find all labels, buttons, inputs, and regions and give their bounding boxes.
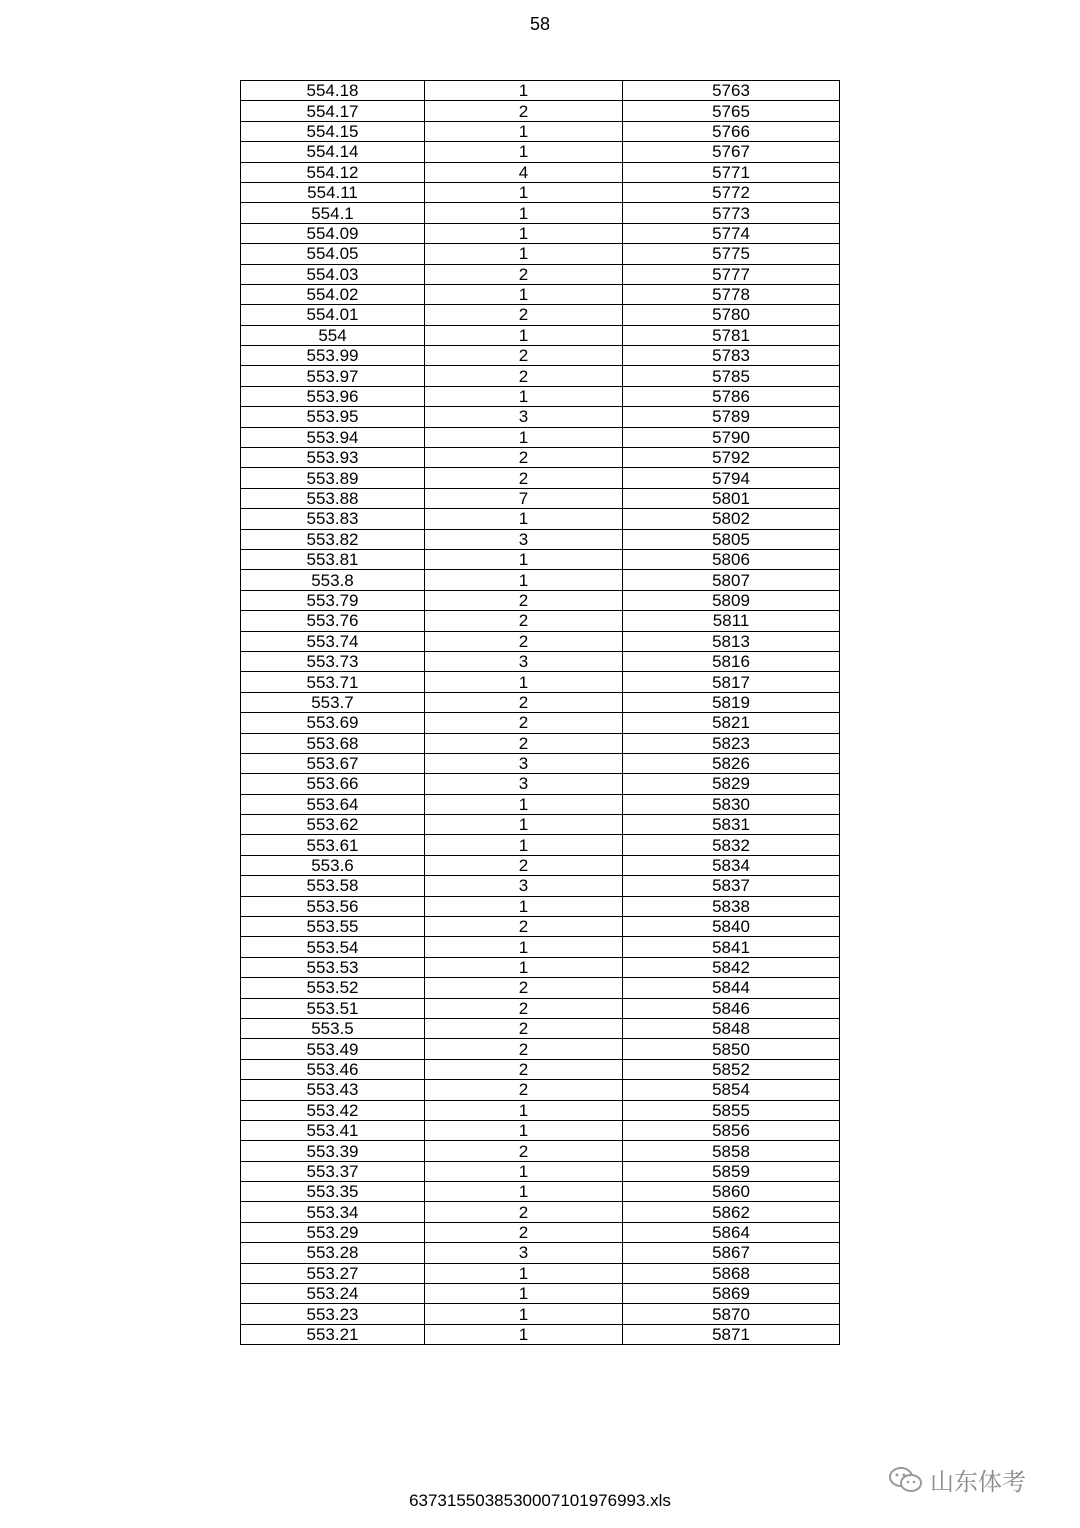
cumulative-cell: 5864 bbox=[623, 1222, 840, 1242]
table-row bbox=[241, 733, 840, 753]
table-row bbox=[241, 101, 840, 121]
table-row bbox=[241, 876, 840, 896]
score-cell: 553.35 bbox=[241, 1182, 425, 1202]
count-cell: 1 bbox=[425, 509, 623, 529]
score-cell: 554.14 bbox=[241, 142, 425, 162]
table-row bbox=[241, 264, 840, 284]
count-cell: 1 bbox=[425, 81, 623, 101]
score-cell: 553.67 bbox=[241, 753, 425, 773]
cumulative-cell: 5830 bbox=[623, 794, 840, 814]
cumulative-cell: 5819 bbox=[623, 692, 840, 712]
score-cell: 553.8 bbox=[241, 570, 425, 590]
score-cell: 553.64 bbox=[241, 794, 425, 814]
table-row bbox=[241, 651, 840, 671]
count-cell: 3 bbox=[425, 1243, 623, 1263]
score-cell: 553.29 bbox=[241, 1222, 425, 1242]
cumulative-cell: 5802 bbox=[623, 509, 840, 529]
count-cell: 2 bbox=[425, 346, 623, 366]
table-row bbox=[241, 366, 840, 386]
table-row bbox=[241, 1304, 840, 1324]
cumulative-cell: 5773 bbox=[623, 203, 840, 223]
table-row bbox=[241, 937, 840, 957]
count-cell: 2 bbox=[425, 1039, 623, 1059]
table-body bbox=[241, 81, 840, 1345]
count-cell: 2 bbox=[425, 998, 623, 1018]
table-row bbox=[241, 978, 840, 998]
score-cell: 553.56 bbox=[241, 896, 425, 916]
table-row bbox=[241, 468, 840, 488]
cumulative-cell: 5813 bbox=[623, 631, 840, 651]
table-row bbox=[241, 1284, 840, 1304]
score-cell: 554.09 bbox=[241, 223, 425, 243]
count-cell: 1 bbox=[425, 142, 623, 162]
table-row bbox=[241, 509, 840, 529]
table-row bbox=[241, 672, 840, 692]
cumulative-cell: 5794 bbox=[623, 468, 840, 488]
cumulative-cell: 5786 bbox=[623, 386, 840, 406]
watermark bbox=[888, 1462, 1026, 1497]
score-cell: 554.05 bbox=[241, 244, 425, 264]
score-cell: 553.5 bbox=[241, 1018, 425, 1038]
count-cell: 2 bbox=[425, 1080, 623, 1100]
score-cell: 553.89 bbox=[241, 468, 425, 488]
cumulative-cell: 5842 bbox=[623, 957, 840, 977]
score-cell: 554.03 bbox=[241, 264, 425, 284]
cumulative-cell: 5821 bbox=[623, 713, 840, 733]
count-cell: 2 bbox=[425, 101, 623, 121]
score-cell: 553.7 bbox=[241, 692, 425, 712]
score-cell: 553.34 bbox=[241, 1202, 425, 1222]
cumulative-cell: 5834 bbox=[623, 855, 840, 875]
count-cell: 1 bbox=[425, 549, 623, 569]
cumulative-cell: 5790 bbox=[623, 427, 840, 447]
cumulative-cell: 5777 bbox=[623, 264, 840, 284]
cumulative-cell: 5789 bbox=[623, 407, 840, 427]
cumulative-cell: 5848 bbox=[623, 1018, 840, 1038]
count-cell: 1 bbox=[425, 835, 623, 855]
count-cell: 2 bbox=[425, 692, 623, 712]
table-row bbox=[241, 1100, 840, 1120]
score-cell: 553.58 bbox=[241, 876, 425, 896]
table-row bbox=[241, 1039, 840, 1059]
cumulative-cell: 5850 bbox=[623, 1039, 840, 1059]
table-row bbox=[241, 1222, 840, 1242]
table-row bbox=[241, 182, 840, 202]
count-cell: 3 bbox=[425, 753, 623, 773]
count-cell: 1 bbox=[425, 937, 623, 957]
cumulative-cell: 5860 bbox=[623, 1182, 840, 1202]
table-row bbox=[241, 835, 840, 855]
cumulative-cell: 5832 bbox=[623, 835, 840, 855]
count-cell: 2 bbox=[425, 733, 623, 753]
score-cell: 553.68 bbox=[241, 733, 425, 753]
table-row bbox=[241, 1018, 840, 1038]
table-row bbox=[241, 427, 840, 447]
cumulative-cell: 5837 bbox=[623, 876, 840, 896]
count-cell: 1 bbox=[425, 794, 623, 814]
cumulative-cell: 5854 bbox=[623, 1080, 840, 1100]
count-cell: 2 bbox=[425, 1059, 623, 1079]
cumulative-cell: 5841 bbox=[623, 937, 840, 957]
table-row bbox=[241, 284, 840, 304]
score-cell: 553.82 bbox=[241, 529, 425, 549]
table-row bbox=[241, 223, 840, 243]
count-cell: 3 bbox=[425, 876, 623, 896]
cumulative-cell: 5831 bbox=[623, 815, 840, 835]
table-row bbox=[241, 549, 840, 569]
table-row bbox=[241, 1324, 840, 1344]
score-cell: 553.76 bbox=[241, 611, 425, 631]
table-row bbox=[241, 1120, 840, 1140]
cumulative-cell: 5858 bbox=[623, 1141, 840, 1161]
score-cell: 553.55 bbox=[241, 917, 425, 937]
count-cell: 2 bbox=[425, 305, 623, 325]
score-cell: 554 bbox=[241, 325, 425, 345]
table-row bbox=[241, 488, 840, 508]
score-cell: 553.27 bbox=[241, 1263, 425, 1283]
cumulative-cell: 5772 bbox=[623, 182, 840, 202]
score-cell: 553.42 bbox=[241, 1100, 425, 1120]
score-cell: 553.73 bbox=[241, 651, 425, 671]
table-row bbox=[241, 896, 840, 916]
count-cell: 1 bbox=[425, 203, 623, 223]
count-cell: 2 bbox=[425, 713, 623, 733]
table-row bbox=[241, 1182, 840, 1202]
cumulative-cell: 5783 bbox=[623, 346, 840, 366]
cumulative-cell: 5844 bbox=[623, 978, 840, 998]
count-cell: 2 bbox=[425, 1141, 623, 1161]
cumulative-cell: 5775 bbox=[623, 244, 840, 264]
count-cell: 1 bbox=[425, 1100, 623, 1120]
cumulative-cell: 5807 bbox=[623, 570, 840, 590]
table-row bbox=[241, 81, 840, 101]
score-cell: 554.02 bbox=[241, 284, 425, 304]
cumulative-cell: 5852 bbox=[623, 1059, 840, 1079]
count-cell: 1 bbox=[425, 957, 623, 977]
score-cell: 553.79 bbox=[241, 590, 425, 610]
cumulative-cell: 5767 bbox=[623, 142, 840, 162]
watermark-text: 山东体考 bbox=[930, 1469, 1026, 1496]
count-cell: 1 bbox=[425, 1304, 623, 1324]
score-cell: 553.97 bbox=[241, 366, 425, 386]
count-cell: 1 bbox=[425, 1284, 623, 1304]
count-cell: 3 bbox=[425, 529, 623, 549]
cumulative-cell: 5870 bbox=[623, 1304, 840, 1324]
table-row bbox=[241, 917, 840, 937]
score-cell: 553.37 bbox=[241, 1161, 425, 1181]
score-cell: 553.53 bbox=[241, 957, 425, 977]
table-row bbox=[241, 998, 840, 1018]
cumulative-cell: 5809 bbox=[623, 590, 840, 610]
score-cell: 553.66 bbox=[241, 774, 425, 794]
count-cell: 2 bbox=[425, 611, 623, 631]
score-cell: 554.12 bbox=[241, 162, 425, 182]
cumulative-cell: 5811 bbox=[623, 611, 840, 631]
count-cell: 4 bbox=[425, 162, 623, 182]
score-cell: 553.71 bbox=[241, 672, 425, 692]
table-row bbox=[241, 162, 840, 182]
cumulative-cell: 5868 bbox=[623, 1263, 840, 1283]
cumulative-cell: 5792 bbox=[623, 448, 840, 468]
table-row bbox=[241, 1059, 840, 1079]
cumulative-cell: 5829 bbox=[623, 774, 840, 794]
cumulative-cell: 5763 bbox=[623, 81, 840, 101]
score-cell: 553.83 bbox=[241, 509, 425, 529]
score-cell: 553.95 bbox=[241, 407, 425, 427]
count-cell: 1 bbox=[425, 815, 623, 835]
cumulative-cell: 5774 bbox=[623, 223, 840, 243]
count-cell: 1 bbox=[425, 1120, 623, 1140]
count-cell: 1 bbox=[425, 121, 623, 141]
count-cell: 2 bbox=[425, 448, 623, 468]
table-row bbox=[241, 407, 840, 427]
table-row bbox=[241, 611, 840, 631]
table-row bbox=[241, 305, 840, 325]
count-cell: 1 bbox=[425, 223, 623, 243]
table-row bbox=[241, 570, 840, 590]
wechat-icon bbox=[888, 1465, 924, 1495]
score-cell: 553.74 bbox=[241, 631, 425, 651]
cumulative-cell: 5785 bbox=[623, 366, 840, 386]
table-row bbox=[241, 1202, 840, 1222]
score-cell: 553.99 bbox=[241, 346, 425, 366]
count-cell: 3 bbox=[425, 774, 623, 794]
score-cell: 554.1 bbox=[241, 203, 425, 223]
count-cell: 2 bbox=[425, 590, 623, 610]
cumulative-cell: 5869 bbox=[623, 1284, 840, 1304]
table-row bbox=[241, 957, 840, 977]
table-row bbox=[241, 1141, 840, 1161]
cumulative-cell: 5826 bbox=[623, 753, 840, 773]
cumulative-cell: 5855 bbox=[623, 1100, 840, 1120]
table-row bbox=[241, 325, 840, 345]
count-cell: 3 bbox=[425, 651, 623, 671]
count-cell: 2 bbox=[425, 917, 623, 937]
count-cell: 2 bbox=[425, 978, 623, 998]
cumulative-cell: 5778 bbox=[623, 284, 840, 304]
score-cell: 553.41 bbox=[241, 1120, 425, 1140]
count-cell: 1 bbox=[425, 570, 623, 590]
cumulative-cell: 5862 bbox=[623, 1202, 840, 1222]
count-cell: 1 bbox=[425, 896, 623, 916]
count-cell: 2 bbox=[425, 855, 623, 875]
table-row bbox=[241, 1243, 840, 1263]
score-cell: 554.01 bbox=[241, 305, 425, 325]
count-cell: 2 bbox=[425, 1202, 623, 1222]
cumulative-cell: 5805 bbox=[623, 529, 840, 549]
count-cell: 3 bbox=[425, 407, 623, 427]
table-row bbox=[241, 713, 840, 733]
table-row bbox=[241, 692, 840, 712]
cumulative-cell: 5816 bbox=[623, 651, 840, 671]
count-cell: 2 bbox=[425, 1222, 623, 1242]
score-cell: 553.23 bbox=[241, 1304, 425, 1324]
score-cell: 553.88 bbox=[241, 488, 425, 508]
count-cell: 2 bbox=[425, 264, 623, 284]
score-cell: 554.17 bbox=[241, 101, 425, 121]
cumulative-cell: 5780 bbox=[623, 305, 840, 325]
cumulative-cell: 5817 bbox=[623, 672, 840, 692]
score-cell: 554.18 bbox=[241, 81, 425, 101]
count-cell: 1 bbox=[425, 244, 623, 264]
score-cell: 553.62 bbox=[241, 815, 425, 835]
score-cell: 553.24 bbox=[241, 1284, 425, 1304]
score-cell: 553.28 bbox=[241, 1243, 425, 1263]
score-cell: 553.6 bbox=[241, 855, 425, 875]
cumulative-cell: 5765 bbox=[623, 101, 840, 121]
table-row bbox=[241, 121, 840, 141]
score-cell: 553.69 bbox=[241, 713, 425, 733]
table-row bbox=[241, 590, 840, 610]
table-row bbox=[241, 448, 840, 468]
count-cell: 2 bbox=[425, 631, 623, 651]
score-cell: 553.51 bbox=[241, 998, 425, 1018]
table-row bbox=[241, 794, 840, 814]
cumulative-cell: 5840 bbox=[623, 917, 840, 937]
cumulative-cell: 5846 bbox=[623, 998, 840, 1018]
cumulative-cell: 5859 bbox=[623, 1161, 840, 1181]
table-row bbox=[241, 753, 840, 773]
cumulative-cell: 5838 bbox=[623, 896, 840, 916]
score-cell: 553.49 bbox=[241, 1039, 425, 1059]
table-row bbox=[241, 386, 840, 406]
table-row bbox=[241, 244, 840, 264]
table-row bbox=[241, 142, 840, 162]
page-number: 58 bbox=[529, 14, 551, 34]
table-row bbox=[241, 1263, 840, 1283]
score-cell: 554.11 bbox=[241, 182, 425, 202]
table-row bbox=[241, 631, 840, 651]
cumulative-cell: 5823 bbox=[623, 733, 840, 753]
cumulative-cell: 5856 bbox=[623, 1120, 840, 1140]
score-cell: 553.52 bbox=[241, 978, 425, 998]
score-cell: 553.93 bbox=[241, 448, 425, 468]
score-cell: 553.21 bbox=[241, 1324, 425, 1344]
score-cell: 553.61 bbox=[241, 835, 425, 855]
table-row bbox=[241, 774, 840, 794]
cumulative-cell: 5871 bbox=[623, 1324, 840, 1344]
count-cell: 1 bbox=[425, 1161, 623, 1181]
count-cell: 1 bbox=[425, 672, 623, 692]
count-cell: 2 bbox=[425, 1018, 623, 1038]
count-cell: 1 bbox=[425, 1182, 623, 1202]
count-cell: 2 bbox=[425, 468, 623, 488]
table-row bbox=[241, 1080, 840, 1100]
score-cell: 553.43 bbox=[241, 1080, 425, 1100]
score-table bbox=[240, 80, 840, 1345]
footer-filename: 637315503853000710197699​3.xls bbox=[409, 1491, 671, 1510]
table-row bbox=[241, 203, 840, 223]
count-cell: 7 bbox=[425, 488, 623, 508]
count-cell: 1 bbox=[425, 1324, 623, 1344]
count-cell: 1 bbox=[425, 427, 623, 447]
score-cell: 554.15 bbox=[241, 121, 425, 141]
table-row bbox=[241, 346, 840, 366]
table-row bbox=[241, 1161, 840, 1181]
score-cell: 553.39 bbox=[241, 1141, 425, 1161]
score-cell: 553.81 bbox=[241, 549, 425, 569]
score-cell: 553.94 bbox=[241, 427, 425, 447]
count-cell: 1 bbox=[425, 284, 623, 304]
count-cell: 2 bbox=[425, 366, 623, 386]
cumulative-cell: 5806 bbox=[623, 549, 840, 569]
count-cell: 1 bbox=[425, 182, 623, 202]
table-row bbox=[241, 529, 840, 549]
cumulative-cell: 5781 bbox=[623, 325, 840, 345]
score-cell: 553.96 bbox=[241, 386, 425, 406]
count-cell: 1 bbox=[425, 386, 623, 406]
cumulative-cell: 5771 bbox=[623, 162, 840, 182]
score-cell: 553.46 bbox=[241, 1059, 425, 1079]
count-cell: 1 bbox=[425, 1263, 623, 1283]
table-row bbox=[241, 855, 840, 875]
count-cell: 1 bbox=[425, 325, 623, 345]
cumulative-cell: 5867 bbox=[623, 1243, 840, 1263]
cumulative-cell: 5801 bbox=[623, 488, 840, 508]
score-cell: 553.54 bbox=[241, 937, 425, 957]
cumulative-cell: 5766 bbox=[623, 121, 840, 141]
table-row bbox=[241, 815, 840, 835]
